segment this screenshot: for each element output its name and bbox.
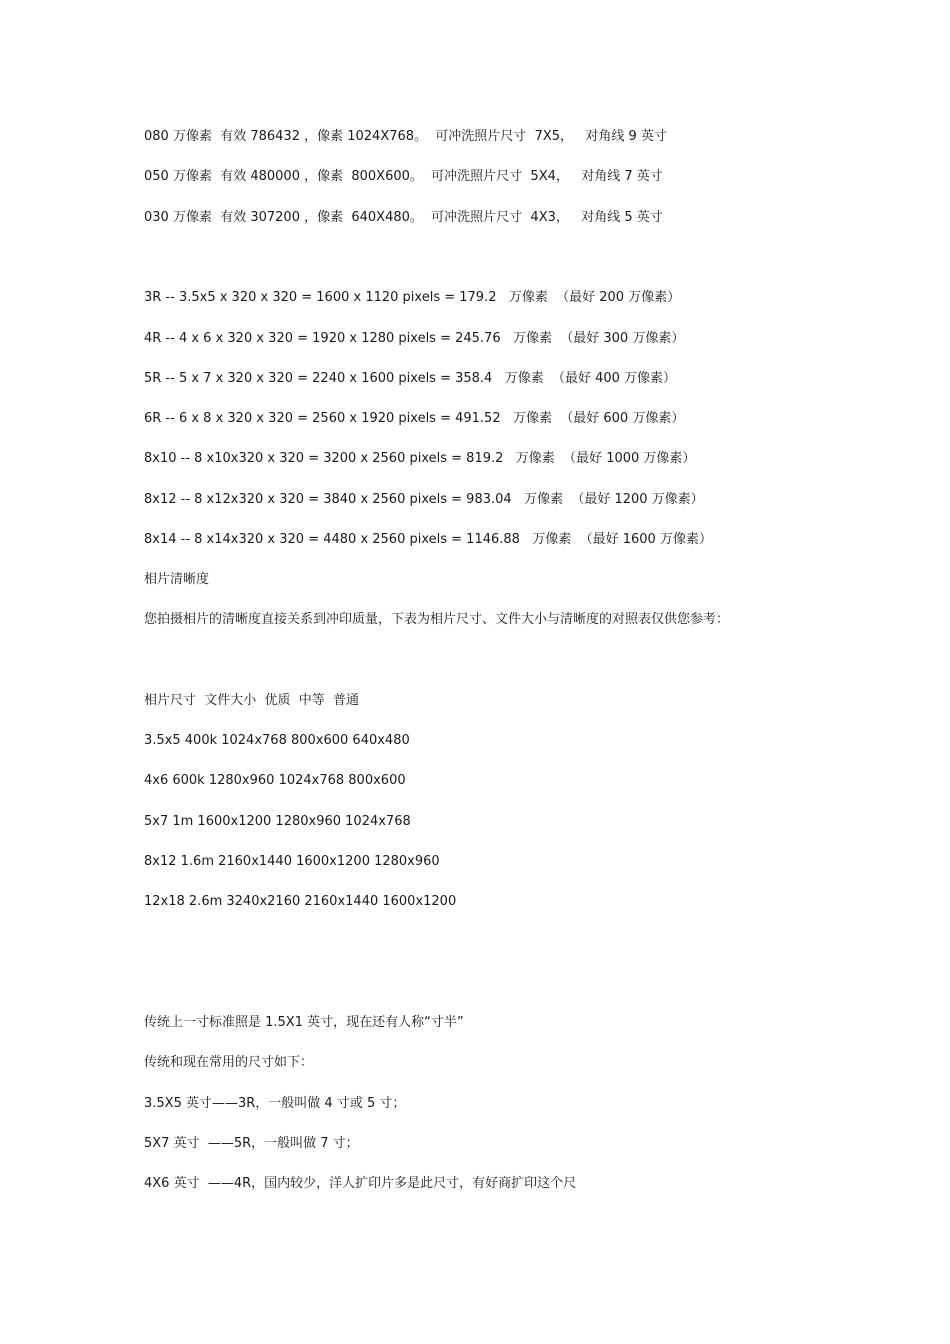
clarity-table-header: 相片尺寸 文件大小 优质 中等 普通 <box>144 693 360 708</box>
traditional-size-3r: 3.5X5 英寸——3R，一般叫做 4 寸或 5 寸； <box>144 1096 406 1111</box>
megapixel-line-030: 030 万像素 有效 307200 ，像素 640X480。 可冲洗照片尺寸 4X3， 对角线 5 英寸 <box>144 210 663 225</box>
clarity-intro: 您拍摄相片的清晰度直接关系到冲印质量，下表为相片尺寸、文件大小与清晰度的对照表仅供您参考： <box>144 612 730 627</box>
clarity-heading: 相片清晰度 <box>144 572 210 587</box>
clarity-table-row: 12x18 2.6m 3240x2160 2160x1440 1600x1200 <box>144 894 457 909</box>
print-size-5r-line: 5R -- 5 x 7 x 320 x 320 = 2240 x 1600 pixels = 358.4 万像素 （最好 400 万像素） <box>144 371 677 386</box>
print-size-8x12-line: 8x12 -- 8 x12x320 x 320 = 3840 x 2560 pixels = 983.04 万像素 （最好 1200 万像素） <box>144 492 704 507</box>
print-size-3r-line: 3R -- 3.5x5 x 320 x 320 = 1600 x 1120 pixels = 179.2 万像素 （最好 200 万像素） <box>144 290 681 305</box>
clarity-table-row: 8x12 1.6m 2160x1440 1600x1200 1280x960 <box>144 854 440 869</box>
traditional-size-intro: 传统和现在常用的尺寸如下： <box>144 1055 314 1070</box>
megapixel-line-080: 080 万像素 有效 786432 ，像素 1024X768。 可冲洗照片尺寸 7X5， 对角线 9 英寸 <box>144 129 667 144</box>
megapixel-line-050: 050 万像素 有效 480000 ，像素 800X600。 可冲洗照片尺寸 5X4， 对角线 7 英寸 <box>144 169 663 184</box>
traditional-size-4r: 4X6 英寸 ——4R，国内较少，洋人扩印片多是此尺寸，有好商扩印这个尺 <box>144 1176 577 1191</box>
print-size-6r-line: 6R -- 6 x 8 x 320 x 320 = 2560 x 1920 pixels = 491.52 万像素 （最好 600 万像素） <box>144 411 685 426</box>
clarity-table-row: 4x6 600k 1280x960 1024x768 800x600 <box>144 773 406 788</box>
print-size-4r-line: 4R -- 4 x 6 x 320 x 320 = 1920 x 1280 pixels = 245.76 万像素 （最好 300 万像素） <box>144 331 685 346</box>
print-size-8x10-line: 8x10 -- 8 x10x320 x 320 = 3200 x 2560 pixels = 819.2 万像素 （最好 1000 万像素） <box>144 451 696 466</box>
clarity-table-row: 3.5x5 400k 1024x768 800x600 640x480 <box>144 733 410 748</box>
traditional-size-5r: 5X7 英寸 ——5R，一般叫做 7 寸； <box>144 1136 359 1151</box>
traditional-size-note: 传统上一寸标准照是 1.5X1 英寸，现在还有人称“寸半” <box>144 1015 464 1030</box>
clarity-table-row: 5x7 1m 1600x1200 1280x960 1024x768 <box>144 814 411 829</box>
print-size-8x14-line: 8x14 -- 8 x14x320 x 320 = 4480 x 2560 pixels = 1146.88 万像素 （最好 1600 万像素） <box>144 532 712 547</box>
